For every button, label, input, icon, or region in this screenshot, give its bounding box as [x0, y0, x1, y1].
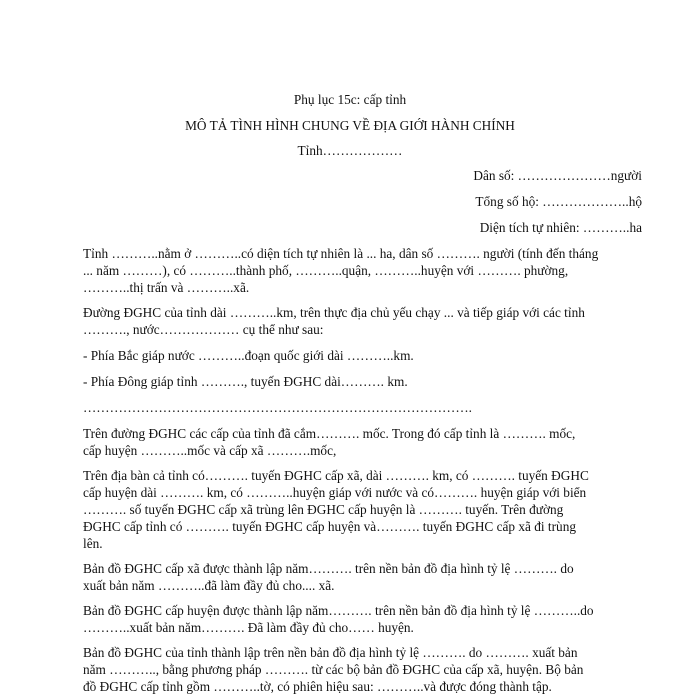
north-border-line: - Phía Bắc giáp nước ………..đoạn quốc giới dài ………..km. — [83, 348, 414, 363]
paragraph-4-line: ………. số tuyến ĐGHC cấp xã trùng lên ĐGHC cấp huyện là ………. tuyến. Trên đường — [83, 502, 564, 517]
dotted-continuation: ……………………………………………………………………………. — [83, 400, 472, 415]
paragraph-2-line: Đường ĐGHC của tỉnh dài ………..km, trên thực địa chủ yếu chạy ... và tiếp giáp với các tỉnh — [83, 305, 585, 320]
province-line: Tỉnh……………… — [297, 143, 403, 158]
paragraph-4-line: Trên địa bàn cả tỉnh có………. tuyến ĐGHC cấp xã, dài ………. km, có ………. tuyến ĐGHC — [83, 468, 589, 483]
natural-area-line: Diện tích tự nhiên: ………..ha — [479, 220, 642, 235]
paragraph-2-line: ………., nước……………… cụ thể như sau: — [83, 322, 324, 337]
paragraph-3-line: cấp huyện ………..mốc và cấp xã ……….mốc, — [83, 443, 337, 458]
paragraph-5-line: xuất bản năm ………..đã làm đầy đủ cho.... xã. — [83, 578, 335, 593]
paragraph-4-line: lên. — [83, 536, 103, 551]
paragraph-1-line: Tỉnh ………..nằm ở ………..có diện tích tự nhiên là ... ha, dân số ………. người (tính đến tháng — [83, 246, 599, 261]
paragraph-6-line: Bản đồ ĐGHC cấp huyện được thành lập năm………. trên nền bản đồ địa hình tỷ lệ ………..do — [83, 603, 594, 618]
east-border-line: - Phía Đông giáp tỉnh ………., tuyến ĐGHC dài………. km. — [83, 374, 408, 389]
paragraph-7-line: năm ……….., bằng phương pháp ………. từ các bộ bản đồ ĐGHC của cấp xã, huyện. Bộ bản — [83, 662, 584, 677]
paragraph-1-line: ... năm ………), có ………..thành phố, ………..quận, ………..huyện với ………. phường, — [83, 263, 569, 278]
paragraph-1-line: ………..thị trấn và ………..xã. — [83, 280, 250, 295]
paragraph-6-line: ………..xuất bản năm………. Đã làm đầy đủ cho…… huyện. — [83, 620, 414, 635]
paragraph-5-line: Bản đồ ĐGHC cấp xã được thành lập năm………. trên nền bản đồ địa hình tỷ lệ ………. do — [83, 561, 574, 576]
population-line: Dân số: …………………người — [473, 168, 642, 183]
households-line: Tổng số hộ: ………………..hộ — [475, 194, 642, 209]
paragraph-4-line: cấp huyện dài ………. km, có ………..huyện giáp với nước và có………. huyện giáp với biển — [83, 485, 587, 500]
paragraph-7-line: đồ ĐGHC cấp tỉnh gồm ………..tờ, có phiên hiệu sau: ………..và được đóng thành tập. — [83, 679, 552, 694]
document-title: MÔ TẢ TÌNH HÌNH CHUNG VỀ ĐỊA GIỚI HÀNH CHÍNH — [185, 118, 515, 133]
paragraph-3-line: Trên đường ĐGHC các cấp của tỉnh đã cắm………. mốc. Trong đó cấp tỉnh là ………. mốc, — [83, 426, 576, 441]
annex-label: Phụ lục 15c: cấp tỉnh — [293, 92, 407, 107]
paragraph-7-line: Bản đồ ĐGHC của tỉnh thành lập trên nền bản đồ địa hình tỷ lệ ………. do ………. xuất bản — [83, 645, 578, 660]
paragraph-4-line: ĐGHC cấp tỉnh có ………. tuyến ĐGHC cấp huyện và………. tuyến ĐGHC cấp xã đi trùng — [83, 519, 577, 534]
